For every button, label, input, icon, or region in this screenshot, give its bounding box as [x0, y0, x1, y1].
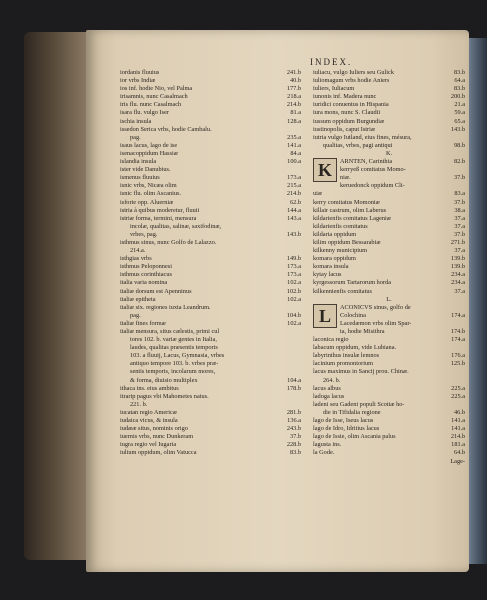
- entry-page: 37.b: [453, 230, 465, 238]
- entry-text: iuernis vrbs, nunc Dunkeram: [120, 433, 194, 441]
- entry-page: 139.b: [450, 255, 465, 263]
- entry-page: [298, 328, 301, 336]
- entry-text: isthmus corinthiacus: [120, 271, 172, 279]
- entry-text: uiæ: [313, 190, 323, 198]
- entry-page: [462, 134, 465, 142]
- entry-text: lago de Isse, Iseus lacus: [313, 417, 374, 425]
- index-entry: [120, 401, 301, 409]
- entry-page: 200.b: [450, 93, 465, 101]
- entry-page: 37.a: [454, 247, 465, 255]
- entry-text: iordanis fluuius: [120, 69, 160, 76]
- entry-text: iris flu. nunc Casalmach: [120, 101, 182, 109]
- entry-text: komara insula: [313, 263, 349, 271]
- entry-page: [298, 247, 301, 255]
- index-entry: [120, 174, 301, 182]
- entry-text: italiæ mensura, situs cælestis, primi cul: [120, 328, 220, 335]
- entry-text: ithaca ins. eius ambitus: [120, 384, 179, 392]
- index-entry: [313, 207, 465, 215]
- entry-text: ladeni seu Gadeni populi Scotiæ ho-: [313, 400, 405, 408]
- index-entry: [120, 393, 301, 401]
- index-entry: [120, 377, 301, 385]
- entry-text: kyrgessorum Tartarorum horda: [313, 279, 392, 287]
- index-entry: [313, 231, 465, 239]
- entry-page: [298, 126, 301, 134]
- index-entry: [120, 190, 301, 198]
- entry-text: lacus albus: [313, 384, 341, 392]
- entry-page: 21.a: [454, 101, 465, 109]
- index-entry: [313, 134, 465, 142]
- entry-page: [462, 166, 465, 174]
- entry-page: 62.b: [289, 198, 301, 206]
- entry-text: die in Tifidalia regione: [323, 408, 381, 416]
- entry-text: istria à quibus moderetur, fluuii: [120, 206, 200, 214]
- entry-text: iudaica vicus, & insula: [120, 417, 178, 425]
- entry-text: pag.: [130, 311, 141, 319]
- entry-page: 214.b: [450, 433, 465, 441]
- index-entry: [120, 101, 301, 109]
- entry-page: 83.b: [453, 85, 465, 93]
- index-entry: [313, 433, 465, 441]
- index-entry: [120, 425, 301, 433]
- entry-page: 141.a: [287, 141, 301, 149]
- entry-text: kytay lacus: [313, 271, 342, 279]
- index-entry: [120, 158, 301, 166]
- entry-page: 83.a: [454, 190, 465, 198]
- index-entry: [120, 247, 301, 255]
- entry-page: [298, 401, 301, 409]
- entry-page: 234.a: [451, 279, 465, 287]
- entry-text: isthmus sinus, nunc Golfo de Lalazzo.: [120, 238, 217, 246]
- entry-text: kildarienfis comitatus Lageniæ: [313, 214, 391, 222]
- index-entry: [313, 118, 465, 126]
- entry-text: ister vide Danubius.: [120, 166, 171, 174]
- index-entry: [313, 101, 465, 109]
- entry-text: kilkenny municipium: [313, 247, 368, 255]
- entry-page: 136.a: [287, 417, 301, 425]
- entry-page: 46.b: [453, 408, 465, 416]
- entry-text: isaus lacus, lago de ise: [120, 141, 178, 149]
- entry-text: ARNTEN, Carinthia: [340, 158, 393, 166]
- entry-page: 143.a: [287, 214, 301, 222]
- entry-text: isenacoppidum Hassiæ: [120, 149, 178, 157]
- entry-page: 37.a: [454, 287, 465, 295]
- index-entry: [313, 69, 465, 77]
- entry-page: 64.a: [454, 77, 465, 85]
- index-entry: [120, 288, 301, 296]
- entry-text: iuliomagum vrbs hodie Aniers: [313, 77, 390, 85]
- page-header: INDEX.: [310, 57, 353, 67]
- index-entry: [120, 296, 301, 304]
- entry-page: 82.b: [453, 158, 465, 166]
- index-entry: [313, 425, 465, 433]
- entry-text: qualitas, vrbes, pagi antiqui: [323, 141, 393, 149]
- entry-text: iugra regio vel Iugaria: [120, 441, 177, 449]
- entry-page: 241.b: [286, 69, 301, 76]
- index-entry: [120, 69, 301, 77]
- entry-page: [298, 223, 301, 231]
- index-entry: [120, 215, 301, 223]
- index-entry: [120, 207, 301, 215]
- index-entry: [120, 328, 301, 336]
- entry-text: killair castrum, olim Laberus: [313, 206, 387, 214]
- entry-page: [462, 182, 465, 190]
- index-entry: [313, 271, 465, 279]
- entry-page: 102.a: [287, 279, 301, 287]
- index-entry: [313, 288, 465, 296]
- background-strip: [469, 38, 487, 564]
- entry-text: komara oppidum: [313, 255, 356, 263]
- entry-text: isara flu. vulgo Iser: [120, 109, 169, 117]
- index-entry: [120, 142, 301, 150]
- entry-text: pag.: [130, 133, 141, 141]
- index-entry: [313, 255, 465, 263]
- index-entry: [120, 93, 301, 101]
- index-entry: [120, 368, 301, 376]
- entry-text: italiæ six. regiones iuxta Leandrum.: [120, 303, 211, 311]
- entry-text: kildaria oppidum: [313, 230, 357, 238]
- index-entry: [120, 134, 301, 142]
- index-entry: [313, 263, 465, 271]
- entry-page: [462, 377, 465, 385]
- index-entry: [120, 109, 301, 117]
- entry-text: iuliers, Iuliacum: [313, 85, 355, 93]
- index-entry: [313, 93, 465, 101]
- entry-text: italiæ fines formæ: [120, 319, 166, 327]
- entry-page: 104.a: [287, 376, 301, 384]
- entry-text: lago de Issie, olim Ascania palus: [313, 433, 396, 441]
- index-entry: [313, 336, 465, 344]
- entry-page: 37.b: [453, 198, 465, 206]
- index-entry: [120, 150, 301, 158]
- entry-page: 40.b: [289, 77, 301, 85]
- index-entry: [313, 215, 465, 223]
- entry-text: iunonis inf. Madera nunc: [313, 93, 377, 101]
- index-entry: [313, 109, 465, 117]
- drop-cap-k: K: [313, 158, 337, 182]
- entry-page: 98.b: [453, 141, 465, 149]
- entry-text: issedon Serica vrbs, hodie Cambalu.: [120, 125, 212, 133]
- entry-text: vrbes, pag.: [130, 230, 158, 238]
- entry-page: 102.a: [287, 295, 301, 303]
- entry-page: 174.a: [451, 311, 465, 319]
- entry-page: [462, 320, 465, 328]
- entry-text: ladoga lacus: [313, 392, 345, 400]
- index-entry: [313, 247, 465, 255]
- index-entry: [120, 312, 301, 320]
- entry-page: 214.b: [286, 101, 301, 109]
- entry-page: 215.a: [287, 182, 301, 190]
- entry-page: [298, 336, 301, 344]
- drop-cap-l: L: [313, 304, 337, 328]
- index-entry: [313, 85, 465, 93]
- entry-text: lacinium promontorium: [313, 360, 373, 368]
- index-entry: [120, 255, 301, 263]
- entry-page: 281.b: [286, 408, 301, 416]
- index-entry: [120, 85, 301, 93]
- entry-text: irisamnis, nunc Casalmach: [120, 93, 188, 101]
- index-entry: [120, 385, 301, 393]
- entry-text: iura mons, nunc S. Claudii: [313, 109, 381, 117]
- entry-text: ACONICVS sinus, golfo de: [340, 303, 411, 311]
- index-column-left: [120, 69, 301, 458]
- index-entry: [313, 199, 465, 207]
- entry-text: 264. b.: [323, 376, 341, 384]
- index-entry: [120, 231, 301, 239]
- entry-page: [298, 304, 301, 312]
- entry-text: 103. a fluuij, Lacus, Gymnasia, vrbes: [130, 352, 225, 360]
- index-entry: [120, 271, 301, 279]
- entry-page: 65.a: [454, 117, 465, 125]
- entry-page: [298, 239, 301, 247]
- entry-page: [462, 304, 465, 312]
- entry-page: 37.b: [289, 433, 301, 441]
- entry-text: isthgias vrbs: [120, 255, 152, 263]
- index-entry: [120, 336, 301, 344]
- index-entry: [120, 279, 301, 287]
- entry-page: 174.b: [450, 328, 465, 335]
- index-entry: [340, 312, 465, 320]
- entry-page: [298, 344, 301, 352]
- entry-text: kildarienfis comitatus: [313, 222, 368, 230]
- entry-page: 102.a: [287, 319, 301, 327]
- entry-text: istriæ forma, termini, mensura: [120, 214, 197, 222]
- drop-cap-block-k: [313, 158, 465, 190]
- index-entry: [313, 239, 465, 247]
- index-entry: [340, 320, 465, 328]
- entry-page: 144.a: [287, 206, 301, 214]
- entry-page: 243.b: [286, 425, 301, 433]
- index-entry: [340, 304, 465, 312]
- entry-page: Lage-: [450, 457, 465, 465]
- entry-text: iudææ situs, nominis origo: [120, 425, 188, 433]
- entry-text: labacum oppidum, vide Lubiana.: [313, 344, 397, 352]
- index-entry: [120, 118, 301, 126]
- index-entry: [120, 166, 301, 174]
- entry-text: ta, hodie Misithra: [340, 328, 385, 335]
- entry-page: 181.a: [451, 441, 465, 449]
- entry-text: kilim oppidum Bessarabiæ: [313, 238, 381, 246]
- index-entry: [120, 352, 301, 360]
- index-entry: [120, 199, 301, 207]
- entry-text: la Gode.: [313, 449, 335, 457]
- entry-page: 37.a: [454, 214, 465, 222]
- index-entry: [120, 223, 301, 231]
- entry-page: 218.a: [287, 93, 301, 101]
- entry-page: 38.a: [454, 206, 465, 214]
- index-entry: [340, 328, 465, 336]
- index-entry: [340, 174, 465, 182]
- index-entry: [120, 320, 301, 328]
- index-entry: [313, 126, 465, 134]
- index-entry: [120, 304, 301, 312]
- entry-text: iutria vulgo Iutland, eius fines, mésura,: [313, 133, 412, 141]
- entry-page: 214.b: [286, 190, 301, 198]
- entry-text: incolæ, qualitas, salinæ, saxifodinæ,: [130, 222, 222, 230]
- entry-text: antiquo tempore 103. b. vrbes præ-: [130, 360, 219, 368]
- entry-text: italiæ dorsum est Apenninus: [120, 287, 192, 295]
- index-entry: [120, 409, 301, 417]
- entry-page: 143.b: [450, 125, 465, 133]
- entry-page: [462, 344, 465, 352]
- index-entry: [120, 360, 301, 368]
- index-entry: [120, 239, 301, 247]
- entry-page: 176.a: [451, 352, 465, 360]
- entry-page: 143.b: [286, 230, 301, 238]
- index-entry: [340, 158, 465, 166]
- index-entry: [313, 223, 465, 231]
- entry-page: 271.b: [450, 238, 465, 246]
- entry-text: italiæ epitheta: [120, 295, 156, 303]
- entry-page: 104.b: [286, 311, 301, 319]
- index-entry: [313, 385, 465, 393]
- entry-text: Lacedæmon vrbs olim Spar-: [340, 319, 412, 327]
- entry-page: 83.b: [453, 69, 465, 76]
- index-entry: [313, 190, 465, 198]
- index-entry: [313, 344, 465, 352]
- index-entry: [313, 449, 465, 457]
- index-entry: [313, 368, 465, 376]
- entry-page: 234.a: [451, 271, 465, 279]
- index-entry: [120, 417, 301, 425]
- entry-page: 173.a: [287, 271, 301, 279]
- entry-text: laconica regio: [313, 336, 349, 344]
- entry-page: [462, 368, 465, 376]
- entry-text: islandia insula: [120, 158, 157, 166]
- entry-page: 102.b: [286, 287, 301, 295]
- entry-text: iucatan regio Americæ: [120, 408, 178, 416]
- entry-text: ismenus fluuius: [120, 174, 160, 182]
- entry-text: kerry comitatus Momoniæ: [313, 198, 380, 206]
- entry-page: 37.b: [453, 174, 465, 182]
- entry-page: 84.a: [290, 149, 301, 157]
- section-letter-k: K.: [385, 149, 393, 157]
- entry-text: tores 102. b. variæ gentes in Italia,: [130, 336, 217, 344]
- entry-text: iulium oppidum, olim Vatucca: [120, 449, 197, 457]
- entry-text: iustinopolis, caput Istriæ: [313, 125, 376, 133]
- index-column-right: [313, 69, 465, 466]
- entry-text: laudes, qualitas præsentis temporis: [130, 344, 218, 352]
- entry-page: 125.b: [450, 360, 465, 368]
- index-entry: [313, 360, 465, 368]
- index-entry: [313, 417, 465, 425]
- entry-page: [298, 368, 301, 376]
- entry-text: Colochina: [340, 311, 366, 319]
- entry-text: labyrinthus insulæ lemnos: [313, 352, 380, 360]
- entry-page: [298, 352, 301, 360]
- index-entry: [313, 409, 465, 417]
- entry-page: 177.b: [286, 85, 301, 93]
- entry-text: iuridici conuentus in Hispania: [313, 101, 389, 109]
- entry-page: 81.a: [290, 109, 301, 117]
- entry-text: niæ.: [340, 174, 351, 182]
- entry-page: 174.a: [451, 336, 465, 344]
- entry-text: keruedonck oppidum Cli-: [340, 182, 405, 190]
- entry-text: itrarip pagus vbi Mahometes natus.: [120, 392, 209, 400]
- entry-page: 225.a: [451, 392, 465, 400]
- entry-page: 83.b: [289, 449, 301, 457]
- entry-text: isforie opp. Aluerniæ: [120, 198, 174, 206]
- drop-cap-block-l: [313, 304, 465, 336]
- entry-text: & forma, diuisio multiplex: [130, 376, 198, 384]
- entry-page: 100.a: [287, 158, 301, 166]
- entry-page: [298, 360, 301, 368]
- index-entry: [313, 393, 465, 401]
- entry-text: kerryeß comitatus Momo-: [340, 166, 406, 174]
- entry-page: 64.b: [453, 449, 465, 457]
- entry-page: [298, 393, 301, 401]
- entry-page: 141.a: [451, 425, 465, 433]
- index-entry: [120, 441, 301, 449]
- entry-text: isthmus Peloponnesi: [120, 263, 172, 271]
- entry-page: 178.b: [286, 384, 301, 392]
- entry-text: ior vrbs Indiæ: [120, 77, 156, 85]
- entry-page: 225.a: [451, 384, 465, 392]
- index-entry: [120, 433, 301, 441]
- entry-text: ios inf. hodie Nio, vel Palma: [120, 85, 193, 93]
- entry-text: lacus maximus in Sancij prou. Chinæ.: [313, 368, 409, 376]
- entry-page: [298, 166, 301, 174]
- entry-text: isnic vrbs, Nicæa olim: [120, 182, 177, 190]
- section-letter-l: L.: [386, 295, 392, 303]
- entry-text: isnic flu. olim Ascanius.: [120, 190, 182, 198]
- index-entry: [340, 182, 465, 190]
- index-entry: [313, 458, 465, 466]
- entry-page: 235.a: [287, 133, 301, 141]
- entry-text: iussum oppidum Burgundiæ: [313, 117, 385, 125]
- entry-page: 139.b: [450, 263, 465, 271]
- index-entry: [313, 77, 465, 85]
- index-entry: [120, 263, 301, 271]
- index-entry: [313, 441, 465, 449]
- entry-text: kilkennienfis comitatus: [313, 287, 372, 295]
- entry-page: 128.a: [287, 117, 301, 125]
- entry-page: 228.b: [286, 441, 301, 449]
- entry-text: 221. b.: [130, 400, 148, 408]
- index-entry: [313, 352, 465, 360]
- index-entry: [120, 344, 301, 352]
- entry-page: 173.a: [287, 263, 301, 271]
- index-entry: [313, 142, 465, 150]
- index-entry: [340, 166, 465, 174]
- entry-text: sentis temporis, incolarum mores,: [130, 368, 216, 376]
- entry-page: [462, 401, 465, 409]
- entry-page: 141.a: [451, 417, 465, 425]
- entry-text: italia varia nomina: [120, 279, 168, 287]
- entry-page: 37.a: [454, 222, 465, 230]
- entry-page: 173.a: [287, 174, 301, 182]
- index-entry: [313, 401, 465, 409]
- index-entry: [120, 77, 301, 85]
- entry-page: 149.b: [286, 255, 301, 263]
- index-entry: [313, 377, 465, 385]
- entry-text: iuliacu, vulgo Iuliers seu Gulick: [313, 69, 394, 76]
- entry-text: ischia insula: [120, 117, 152, 125]
- entry-text: lagusta ins.: [313, 441, 342, 449]
- entry-text: 214.a.: [130, 247, 146, 255]
- entry-text: lago de Idro, Idritius lacus: [313, 425, 380, 433]
- index-entry: [120, 182, 301, 190]
- index-entry: [120, 126, 301, 134]
- index-entry: [313, 279, 465, 287]
- entry-page: 59.a: [454, 109, 465, 117]
- index-entry: [120, 449, 301, 457]
